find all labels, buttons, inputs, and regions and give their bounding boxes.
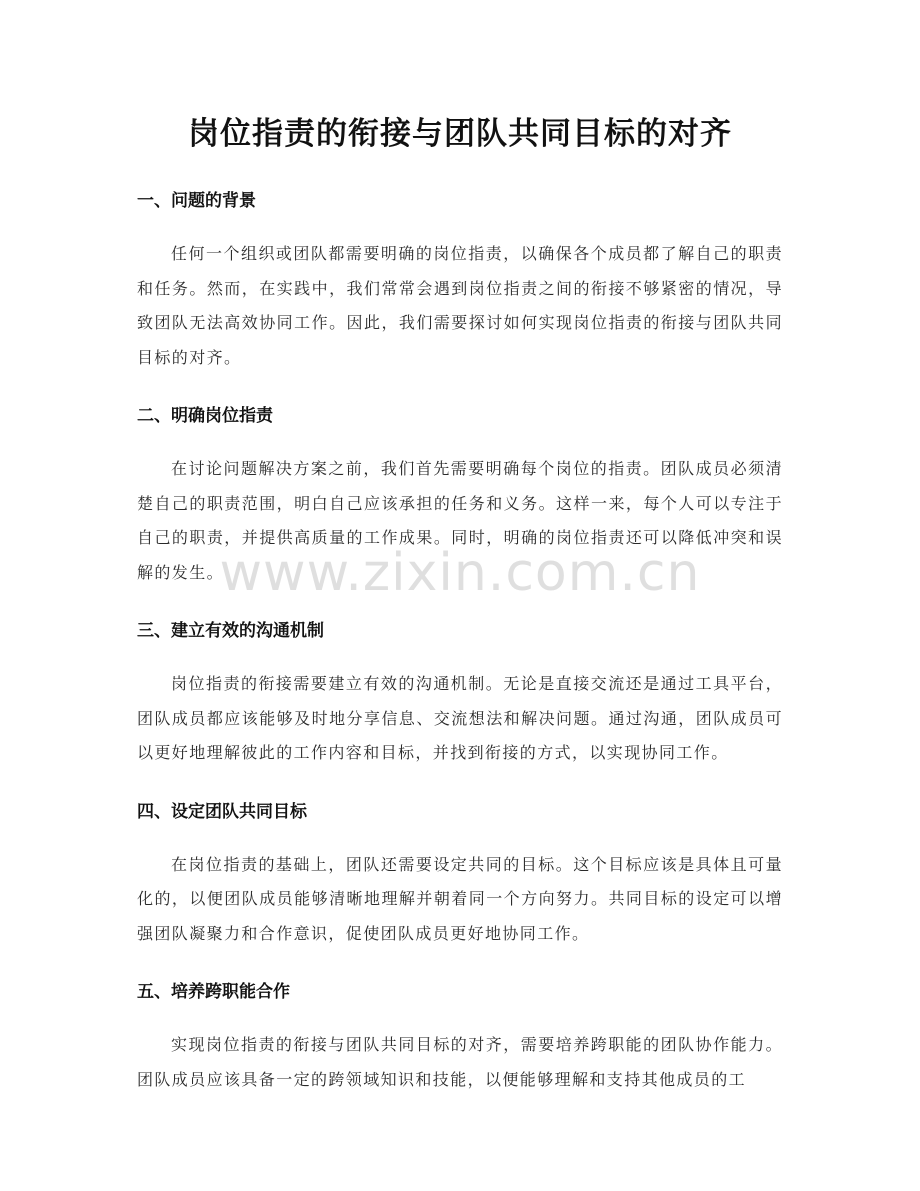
section-paragraph: 在岗位指责的基础上，团队还需要设定共同的目标。这个目标应该是具体且可量化的，以便团队成员能够清晰地理解并朝着同一个方向努力。共同目标的设定可以增强团队凝聚力和合作意识，促使团队成员更好地协同工作。 (137, 854, 783, 943)
section-paragraph: 任何一个组织或团队都需要明确的岗位指责，以确保各个成员都了解自己的职责和任务。然而，在实践中，我们常常会遇到岗位指责之间的衔接不够紧密的情况，导致团队无法高效协同工作。因此，我们需要探讨如何实现岗位指责的衔接与团队共同目标的对齐。 (137, 244, 783, 367)
section-heading: 三、建立有效的沟通机制 (137, 621, 324, 641)
section-heading: 四、设定团队共同目标 (137, 801, 307, 822)
section-shared-goals (137, 797, 783, 952)
section-background (137, 186, 783, 375)
section-heading: 二、明确岗位指责 (137, 406, 273, 426)
section-cross-functional (137, 977, 783, 1097)
section-heading: 五、培养跨职能合作 (137, 982, 290, 1002)
section-paragraph: 岗位指责的衔接需要建立有效的沟通机制。无论是直接交流还是通过工具平台，团队成员都应该能够及时地分享信息、交流想法和解决问题。通过沟通，团队成员可以更好地理解彼此的工作内容和目标，并找到衔接的方式，以实现协同工作。 (137, 674, 783, 762)
document-content (137, 186, 783, 1123)
section-clarify-duties (137, 401, 783, 590)
section-paragraph: 在讨论问题解决方案之前，我们首先需要明确每个岗位的指责。团队成员必须清楚自己的职责范围，明白自己应该承担的任务和义务。这样一来，每个人可以专注于自己的职责，并提供高质量的工作成果。同时，明确的岗位指责还可以降低冲突和误解的发生。 (137, 459, 783, 582)
watermark: www.zixin.com.cn (219, 543, 701, 603)
section-paragraph: 实现岗位指责的衔接与团队共同目标的对齐，需要培养跨职能的团队协作能力。团队成员应该具备一定的跨领域知识和技能，以便能够理解和支持其他成员的工 (137, 1035, 783, 1089)
document-title: 岗位指责的衔接与团队共同目标的对齐 (188, 116, 732, 152)
section-communication (137, 616, 783, 771)
section-heading: 一、问题的背景 (137, 191, 256, 211)
